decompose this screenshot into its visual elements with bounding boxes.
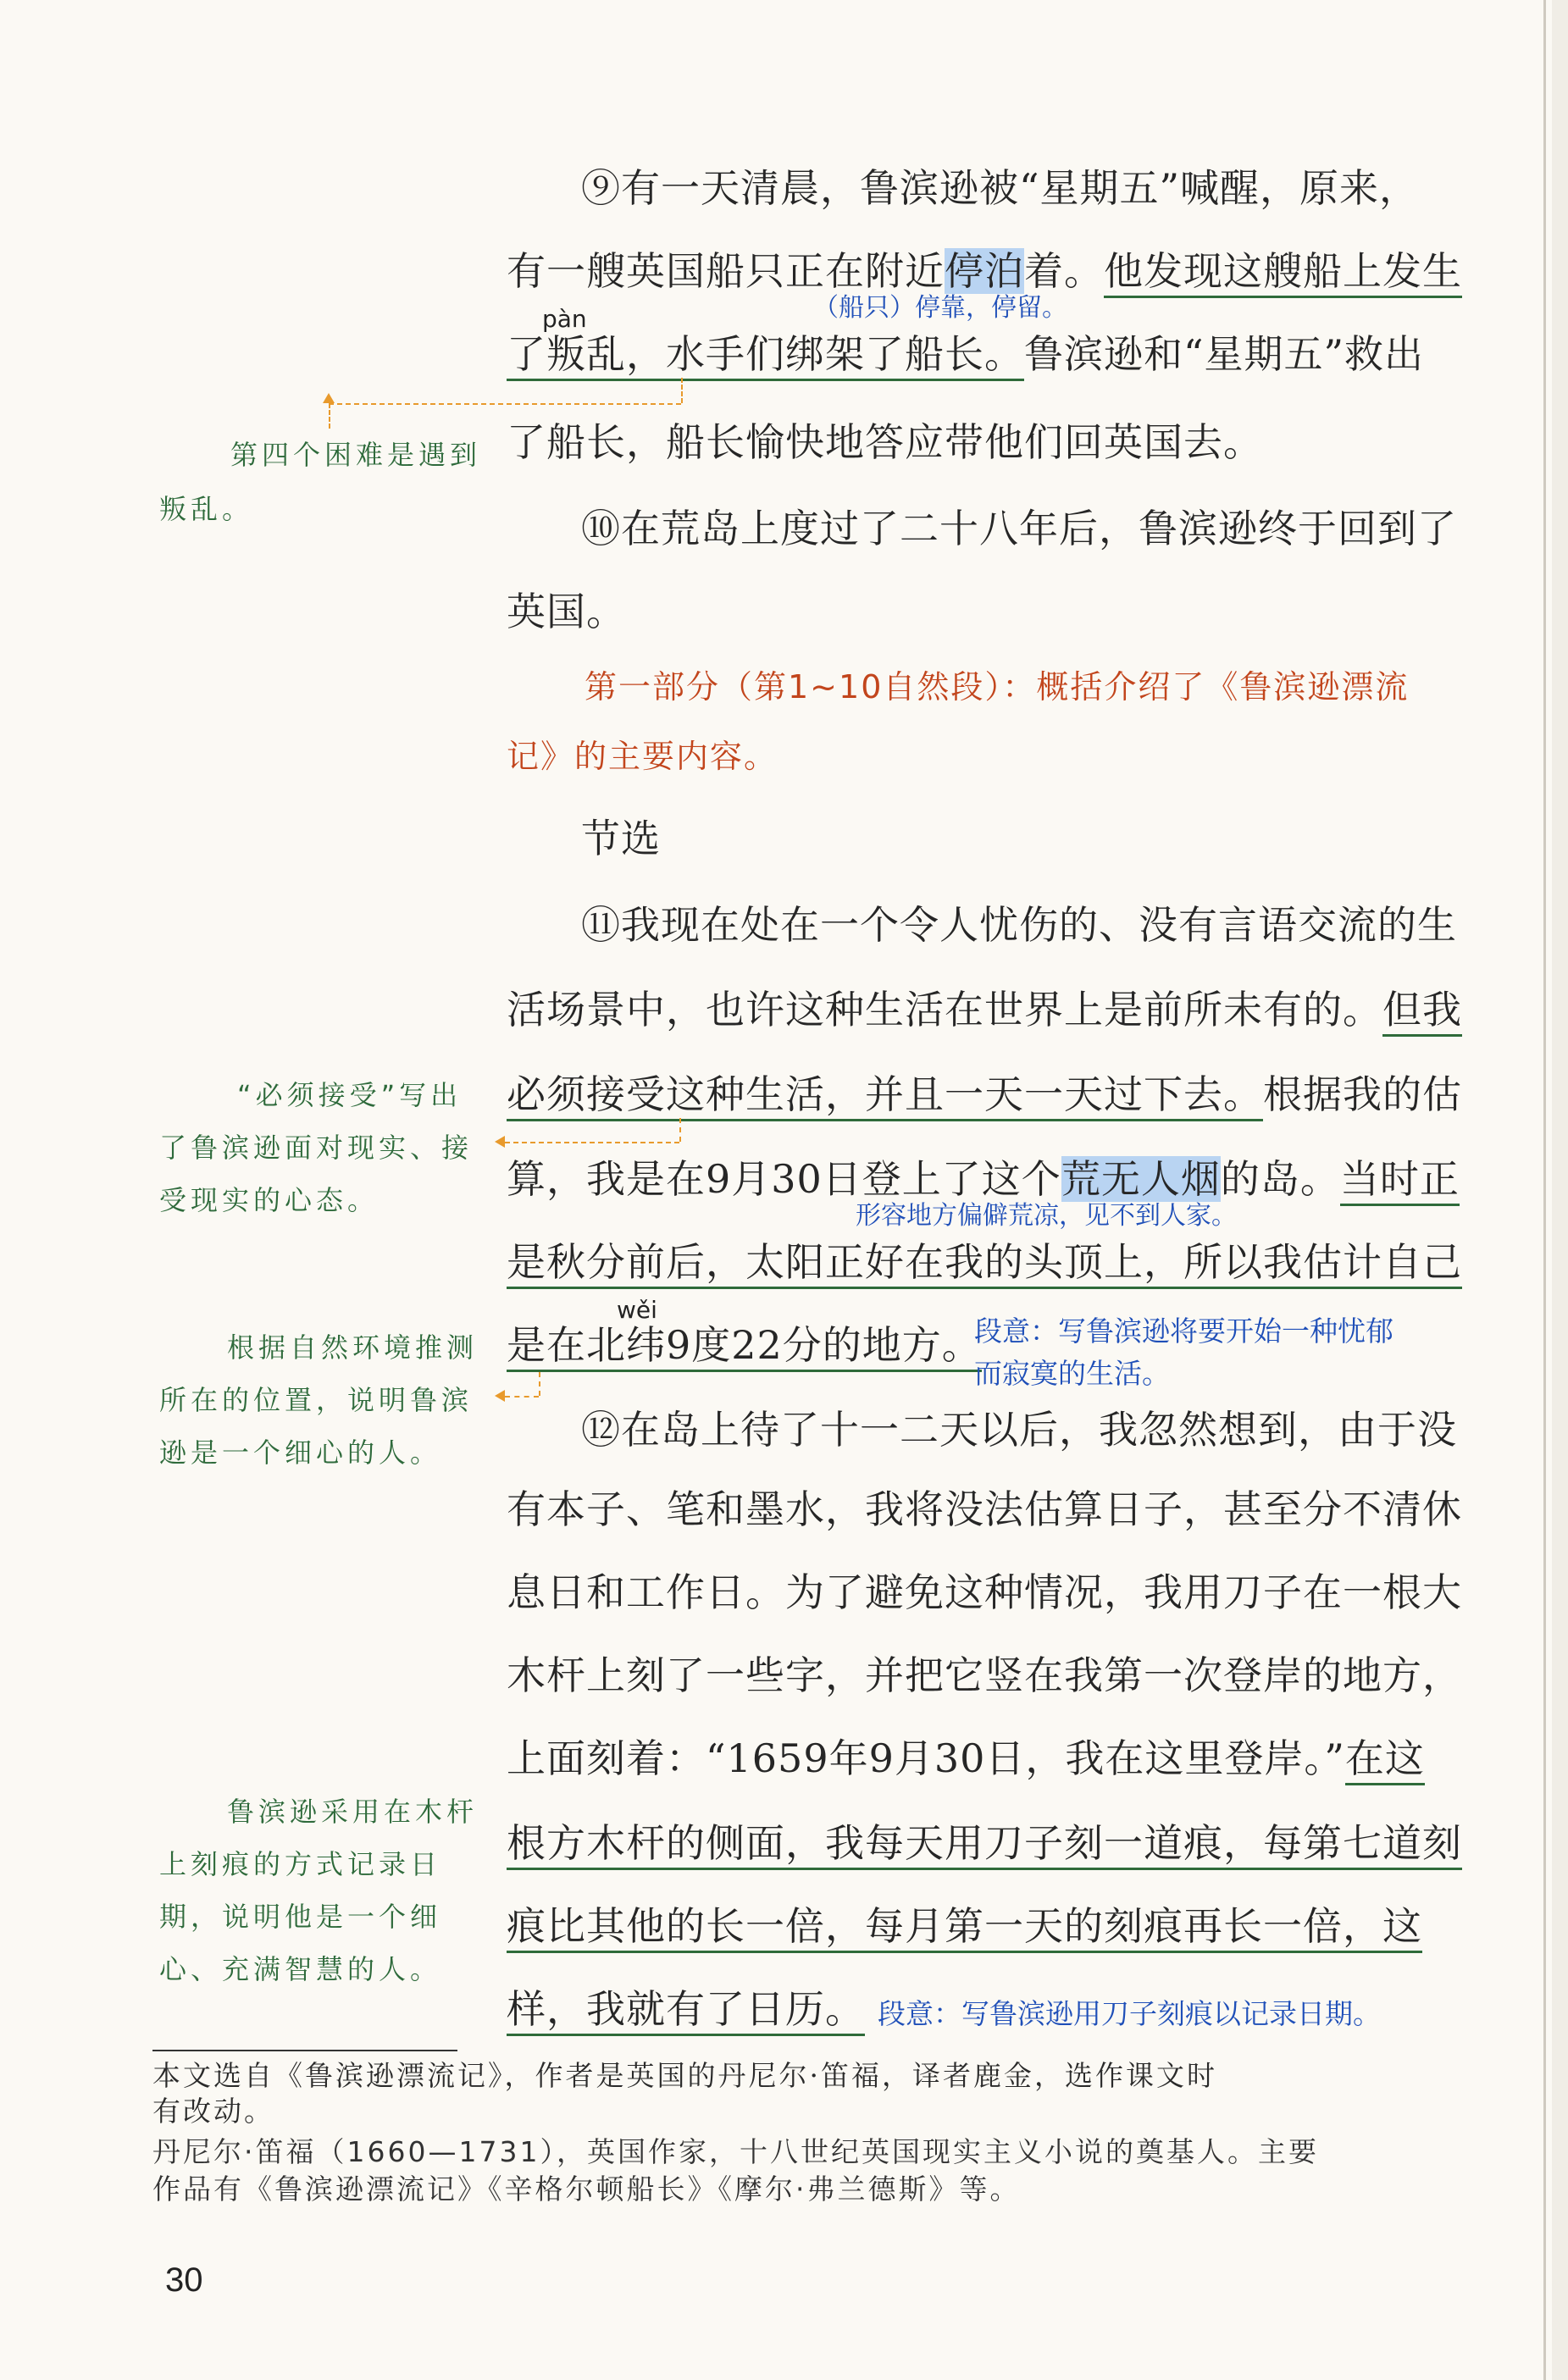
note-duanyi-1a: 段意：写鲁滨逊将要开始一种忧郁: [974, 1315, 1393, 1348]
underline: 在这: [1345, 1735, 1425, 1785]
side-note-2: “必须接受”写出 了鲁滨逊面对现实、接 受现实的心态。: [159, 1079, 474, 1216]
text-line-7: ⑪我现在处在一个令人忧伤的、没有言语交流的生: [581, 902, 1457, 948]
underline: 痕比其他的长一倍，每月第一天的刻痕再长一倍，这: [507, 1903, 1422, 1953]
text-line-15: 息日和工作日。为了避免这种情况，我用刀子在一根大: [507, 1569, 1462, 1615]
text-line-5: ⑩在荒岛上度过了二十八年后，鲁滨逊终于回到了: [581, 506, 1457, 551]
highlight-huangwurenyan: 荒无人烟: [1061, 1156, 1221, 1202]
text-line-3: 了叛乱，水手们绑架了船长。鲁滨逊和“星期五”救出: [507, 329, 1424, 379]
connector-2-v: [679, 1118, 681, 1142]
arrow-up-icon: [323, 393, 335, 403]
text-line-8: 活场景中，也许这种生活在世界上是前所未有的。但我: [507, 984, 1462, 1035]
underline: 他发现这艘船上发生: [1104, 248, 1462, 298]
highlight-tingbo: 停泊: [945, 248, 1024, 294]
text-line-10: 算，我是在9月30日登上了这个荒无人烟的岛。当时正: [507, 1154, 1460, 1204]
text-line-1: ⑨有一天清晨，鲁滨逊被“星期五”喊醒，原来，: [581, 165, 1420, 211]
text-line-17: 上面刻着：“1659年9月30日，我在这里登岸。”在这: [507, 1733, 1425, 1784]
underline: 是在北纬9度22分的地方。: [507, 1322, 982, 1372]
page-number: 30: [165, 2261, 203, 2299]
underline: 当时正: [1340, 1156, 1460, 1206]
underline: 必须接受这种生活，并且一天一天过下去。: [507, 1071, 1263, 1121]
connector-1-h: [329, 403, 681, 405]
summary-line-1: 第一部分（第1~10自然段）：概括介绍了《鲁滨逊漂流: [585, 668, 1410, 706]
note-duanyi-2: 段意：写鲁滨逊用刀子刻痕以记录日期。: [878, 1997, 1381, 2030]
note-huangwurenyan: 形容地方偏僻荒凉，见不到人家。: [856, 1201, 1237, 1231]
side-note-3: 根据自然环境推测 所在的位置，说明鲁滨 逊是一个细心的人。: [159, 1331, 479, 1469]
underline: 样，我就有了日历。: [507, 1986, 865, 2036]
side-note-1: 第四个困难是遇到: [230, 439, 482, 471]
connector-1: [329, 403, 330, 429]
connector-2: [505, 1142, 679, 1143]
page-edge-shadow: [1552, 0, 1568, 2380]
text-line-6: 英国。: [507, 589, 626, 634]
side-note-4: 鲁滨逊采用在木杆 上刻痕的方式记录日 期，说明他是一个细 心、充满智慧的人。: [159, 1796, 479, 1985]
text-line-2: 有一艘英国船只正在附近停泊着。他发现这艘船上发生: [507, 246, 1462, 296]
footnote-1-cont: 有改动。: [152, 2095, 274, 2128]
connector-3: [505, 1396, 539, 1398]
summary-line-2: 记》的主要内容。: [507, 738, 778, 775]
side-note-1-cont: 叛乱。: [159, 493, 254, 525]
underline: 根方木杆的侧面，我每天用刀子刻一道痕，每第七道刻: [507, 1820, 1462, 1870]
note-chuanzhi: （船只）停靠，停留。: [813, 293, 1067, 323]
text-line-20: [507, 1984, 865, 2034]
text-line-18: [507, 1818, 1462, 1868]
connector-3-v: [539, 1372, 540, 1396]
underline: 但我: [1382, 987, 1462, 1037]
text-line-12: [507, 1320, 982, 1370]
pinyin-pan: pàn: [542, 305, 587, 333]
arrow-left-icon: [495, 1136, 505, 1148]
pinyin-wei: wěi: [617, 1296, 657, 1324]
footnote-2: 丹尼尔·笛福（1660—1731），英国作家，十八世纪英国现实主义小说的奠基人。主要: [152, 2135, 1319, 2168]
connector-1-v: [681, 378, 683, 403]
text-line-11: [507, 1237, 1462, 1287]
note-duanyi-1b: 而寂寞的生活。: [974, 1357, 1170, 1390]
page-edge: [1543, 0, 1546, 2380]
arrow-left-icon: [495, 1390, 505, 1402]
section-heading: 节选: [581, 816, 661, 861]
text-line-14: 有本子、笔和墨水，我将没法估算日子，甚至分不清休: [507, 1486, 1462, 1532]
footnote-1: 本文选自《鲁滨逊漂流记》，作者是英国的丹尼尔·笛福，译者鹿金，选作课文时: [152, 2059, 1217, 2092]
text-line-4: 了船长，船长愉快地答应带他们回英国去。: [507, 419, 1263, 465]
underline: 了叛乱，水手们绑架了船长。: [507, 331, 1024, 381]
underline: 是秋分前后，太阳正好在我的头顶上，所以我估计自己: [507, 1239, 1462, 1289]
text-line-16: 木杆上刻了一些字，并把它竖在我第一次登岸的地方，: [507, 1652, 1462, 1698]
text-line-13: ⑫在岛上待了十一二天以后，我忽然想到，由于没: [581, 1407, 1457, 1453]
footnote-rule: [152, 2050, 457, 2051]
footnote-2-cont: 作品有《鲁滨逊漂流记》《辛格尔顿船长》《摩尔·弗兰德斯》等。: [152, 2172, 1021, 2206]
text-line-9: 必须接受这种生活，并且一天一天过下去。根据我的估: [507, 1069, 1462, 1120]
text-line-19: [507, 1901, 1422, 1951]
